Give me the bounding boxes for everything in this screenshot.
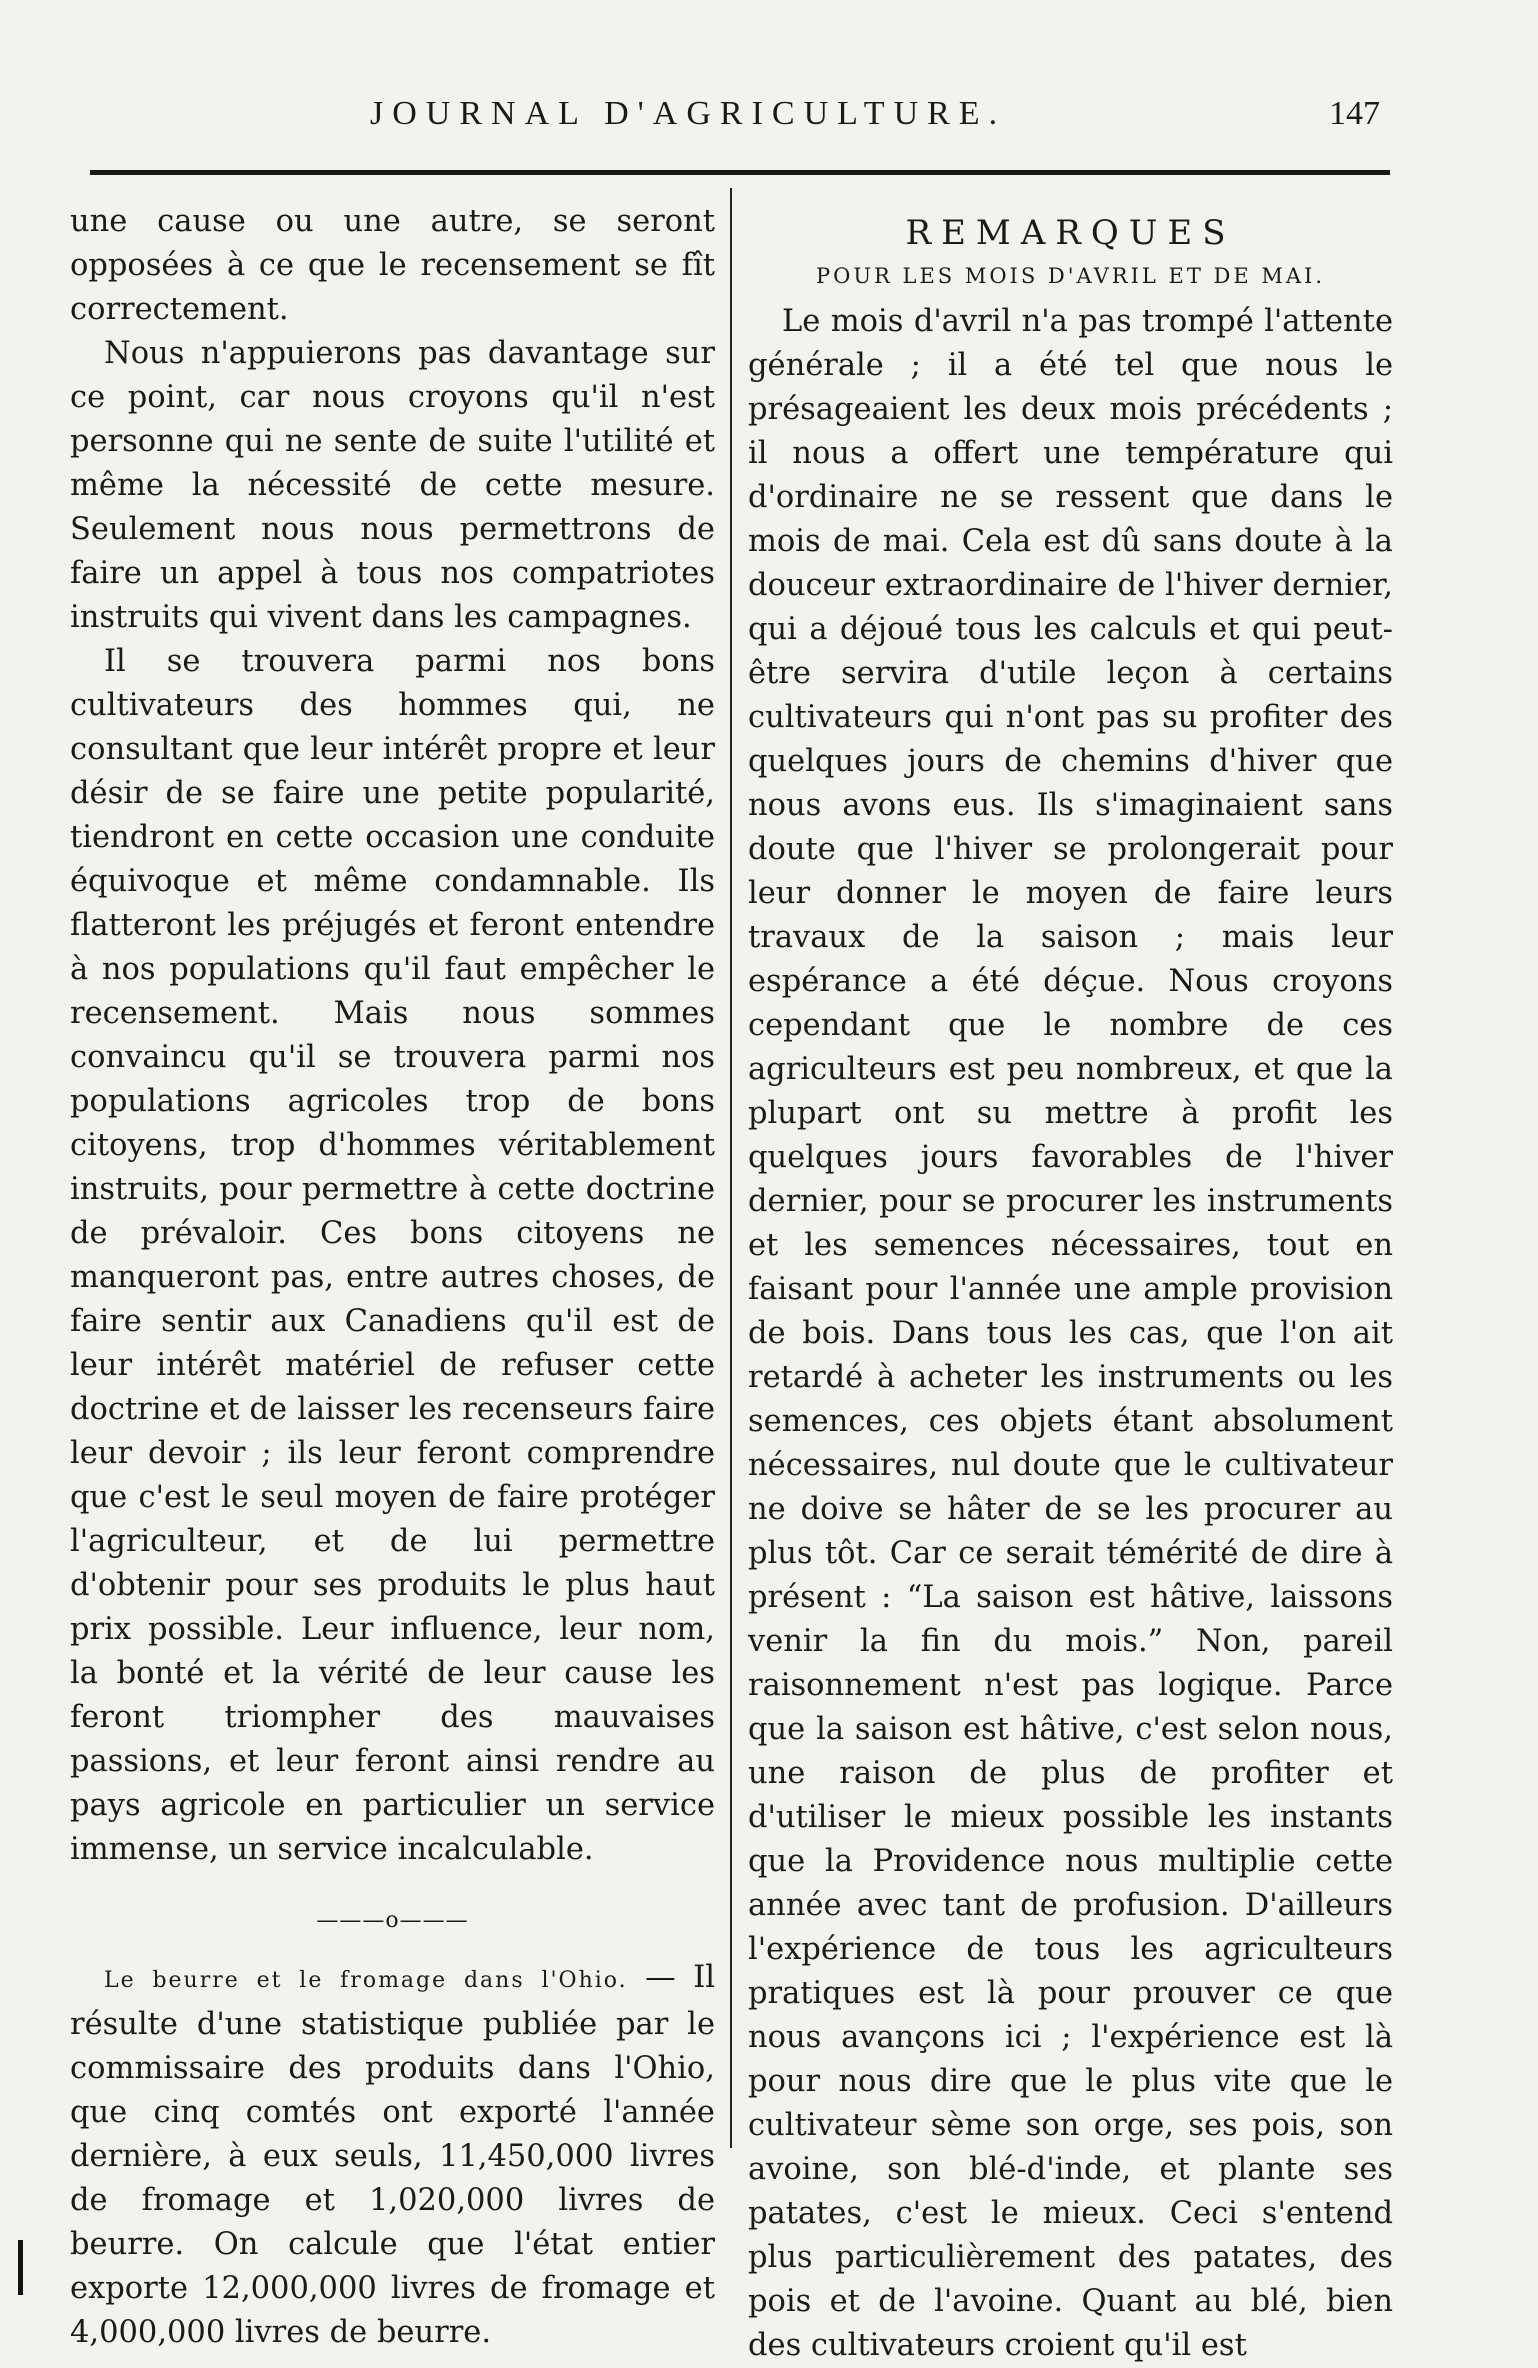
article-ohio-text: — Il résulte d'une statistique publiée par le commissaire des produits dans l'Ohio, que cinq comtés ont exporté l'année dernière, à eux seuls, 11,450,000 livres de fromage et 1,020,000 livres de beurre. On calcule que l'état entier exporte 12,000,000 livres de fromage et 4,000,000 livres de beurre.	[70, 1960, 715, 2350]
left-paragraph-1: une cause ou une autre, se seront opposées à ce que le recensement se fît correctement.	[70, 204, 715, 327]
section-title: REMARQUES	[905, 213, 1236, 253]
left-paragraph-3: Il se trouvera parmi nos bons cultivateurs des hommes qui, ne consultant que leur intérêt propre et leur désir de se faire une petite popularité, tiendront en cette occasion une conduite équivoque et même condamnable. Ils flatteront les préjugés et feront entendre à nos populations qu'il faut empêcher le recensement. Mais nous sommes convaincu qu'il se trouvera parmi nos populations agricoles trop de bons citoyens, trop d'hommes véritablement instruits, pour permettre à cette doctrine de prévaloir. Ces bons citoyens ne manqueront pas, entre autres choses, de faire sentir aux Canadiens qu'il est de leur intérêt matériel de refuser cette doctrine et de laisser les recenseurs faire leur devoir ; ils leur feront comprendre que c'est le seul moyen de faire protéger l'agriculteur, et de lui permettre d'obtenir pour ses produits le plus haut prix possible. Leur influence, leur nom, la bonté et la vérité de leur cause les feront triompher des mauvaises passions, et leur feront ainsi rendre au pays agricole en particulier un service immense, un service incalculable.	[70, 644, 715, 1867]
article-ohio	[70, 1956, 715, 2355]
page-header	[60, 95, 1400, 145]
page-number: 147	[1329, 95, 1380, 132]
column-divider	[730, 188, 732, 2148]
left-column	[70, 200, 715, 2355]
section-subtitle: POUR LES MOIS D'AVRIL ET DE MAI.	[815, 264, 1326, 288]
running-title: JOURNAL D'AGRICULTURE.	[370, 95, 1007, 132]
article-separator: ———o———	[316, 1908, 469, 1933]
right-paragraph: Le mois d'avril n'a pas trompé l'attente générale ; il a été tel que nous le présageaient les deux mois précédents ; il nous a offert une température qui d'ordinaire ne se ressent que dans le mois de mai. Cela est dû sans doute à la douceur extraordinaire de l'hiver dernier, qui a déjoué tous les calculs et qui peut-être servira d'utile leçon à certains cultivateurs qui n'ont pas su profiter des quelques jours de chemins d'hiver que nous avons eus. Ils s'imaginaient sans doute que l'hiver se prolongerait pour leur donner le moyen de faire leurs travaux de la saison ; mais leur espérance a été déçue. Nous croyons cependant que le nombre de ces agriculteurs est peu nombreux, et que la plupart ont su mettre à profit les quelques jours favorables de l'hiver dernier, pour se procurer les instruments et les semences nécessaires, tout en faisant pour l'année une ample provision de bois. Dans tous les cas, que l'on ait retardé à acheter les instruments ou les semences, ces objets étant absolument nécessaires, nul doute que le cultivateur ne doive se hâter de se les procurer au plus tôt. Car ce serait témérité de dire à présent : “La saison est hâtive, laissons venir la fin du mois.” Non, pareil raisonnement n'est pas logique. Parce que la saison est hâtive, c'est selon nous, une raison de plus de profiter et d'utiliser le mieux possible les instants que la Providence nous multiplie cette année avec tant de profusion. D'ailleurs l'expérience de tous les agriculteurs pratiques est là pour prouver ce que nous avançons ici ; l'expérience est là pour nous dire que le plus vite que le cultivateur sème son orge, ses pois, son avoine, son blé-d'inde, et plante ses patates, c'est le mieux. Ceci s'entend plus particulièrement des patates, des pois et de l'avoine. Quant au blé, bien des cultivateurs croient qu'il est	[748, 304, 1393, 2363]
header-rule	[90, 170, 1390, 175]
article-ohio-heading: Le beurre et le fromage dans l'Ohio.	[104, 1968, 628, 1993]
right-column	[748, 200, 1393, 2368]
left-paragraph-2: Nous n'appuierons pas davantage sur ce point, car nous croyons qu'il n'est personne qui ne sente de suite l'utilité et même la nécessité de cette mesure. Seulement nous nous permettrons de faire un appel à tous nos compatriotes instruits qui vivent dans les campagnes.	[70, 336, 715, 635]
page-edge-mark	[18, 2240, 23, 2295]
